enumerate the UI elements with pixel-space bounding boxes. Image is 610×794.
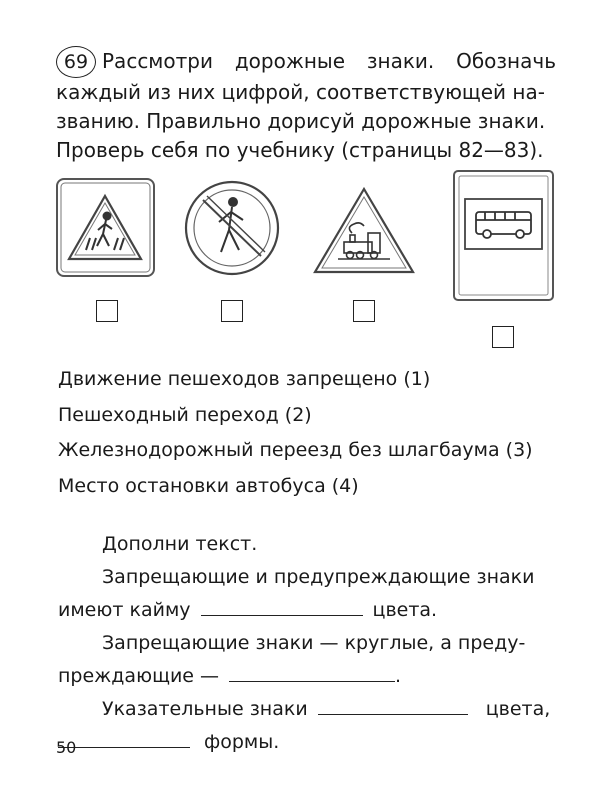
supplement-line [58,561,552,594]
legend-item: Пешеходный переход (2) [58,404,312,426]
task-line-3: званию. Правильно дорисуй дорожные знаки. [56,109,546,133]
supplement-line [58,726,552,759]
task-text [56,46,556,165]
legend-item: Движение пешеходов запрещено (1) [58,368,431,390]
supplement-text: Запрещающие знаки — круглые, а преду- [102,632,526,654]
blank-info-shape[interactable] [58,731,190,748]
task-word: Рассмотри [102,49,213,73]
supplement-text: преждающие — [58,665,220,687]
supplement-text: . [395,665,402,687]
blank-border-color[interactable] [201,599,363,616]
bus-icon [476,212,531,238]
sign-3-answer-box[interactable] [353,300,375,322]
task-word: знаки. [366,49,435,73]
sign-4-answer-box[interactable] [492,326,514,348]
pedestrian-prohibited-icon [219,198,243,252]
supplement-heading: Дополни текст. [102,533,258,555]
bus-stop-sign [453,170,555,302]
task-line-2: каждый из них цифрой, соответствующей на- [56,80,545,104]
task-number: 69 [56,46,96,78]
legend-item: Железнодорожный переезд без шлагбаума (3) [58,439,533,461]
supplement-text: формы. [204,731,280,753]
supplement-text: Указательные знаки [102,698,308,720]
pedestrian-crossing-sign [56,178,156,278]
supplement-line [58,660,552,693]
task-line-1 [56,46,556,78]
supplement-line [58,627,552,660]
supplement-text: цвета. [372,599,438,621]
supplement-text: имеют кайму [58,599,191,621]
supplement-text: цвета, [485,698,551,720]
legend-item: Место остановки автобуса (4) [58,475,359,497]
sign-1-answer-box[interactable] [96,300,118,322]
supplement-line [58,693,552,726]
blank-warning-shape[interactable] [229,665,395,682]
task-line-4: Проверь себя по учебнику (страницы 82—83). [56,138,544,162]
task-word: Обозначь [456,49,556,73]
railway-crossing-sign [312,186,416,276]
task-word: дорожные [234,49,346,73]
no-pedestrians-sign [181,180,283,276]
supplement-block [58,528,552,759]
blank-info-color[interactable] [318,698,468,715]
supplement-line [58,594,552,627]
sign-2-answer-box[interactable] [221,300,243,322]
page-number: 50 [56,738,77,757]
supplement-text: Запрещающие и предупреждающие знаки [102,566,535,588]
